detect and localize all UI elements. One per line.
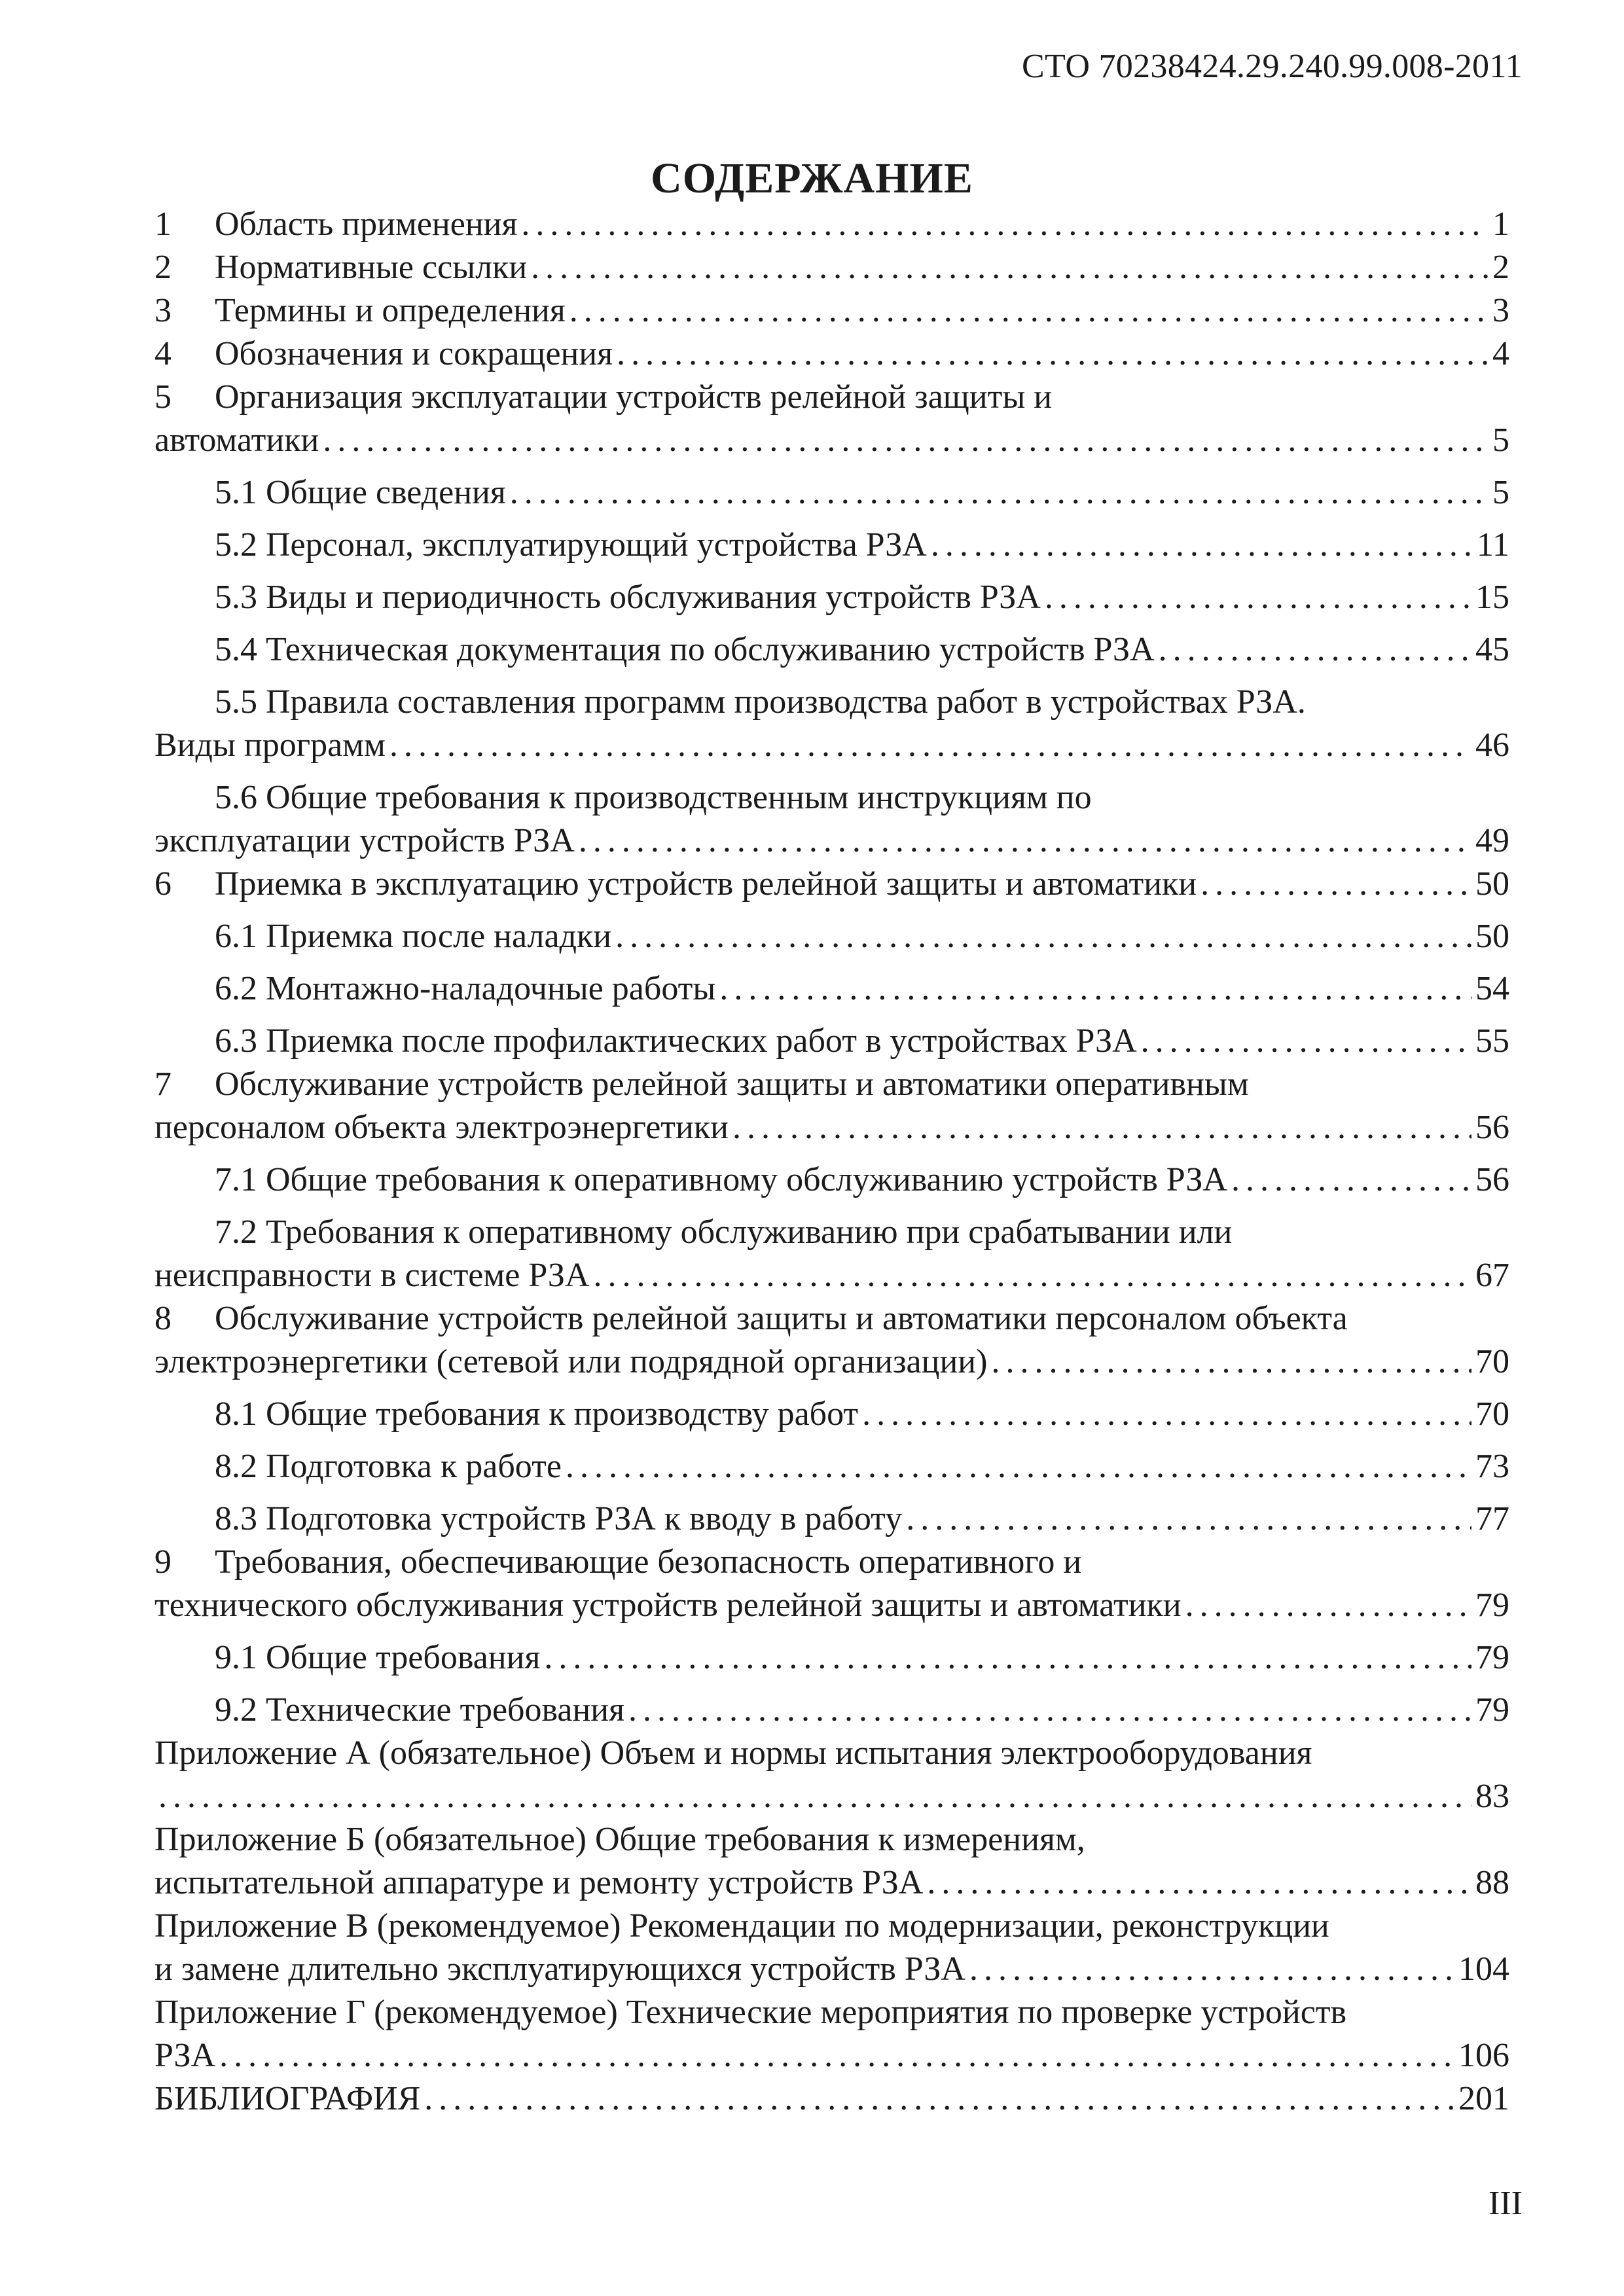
toc-entry-title-cont: персоналом объекта электроэнергетики bbox=[154, 1109, 729, 1146]
toc-entry[interactable] bbox=[154, 1158, 1509, 1202]
toc-page-number: 49 bbox=[1475, 822, 1509, 859]
toc-entry-title: 9.1 Общие требования bbox=[215, 1639, 541, 1676]
toc-page-number: 79 bbox=[1475, 1639, 1509, 1676]
toc-entry[interactable] bbox=[154, 1020, 1509, 1063]
toc-entry[interactable] bbox=[154, 967, 1509, 1011]
toc-entry-title: Обслуживание устройств релейной защиты и автоматики оперативным bbox=[215, 1066, 1249, 1103]
toc-entry[interactable] bbox=[154, 376, 1509, 462]
toc-page-number: 201 bbox=[1458, 2080, 1509, 2117]
toc-entry-title: 5.1 Общие сведения bbox=[215, 474, 506, 511]
toc-entry-title: Приложение В (рекомендуемое) Рекомендации по модернизации, реконструкции bbox=[154, 1907, 1329, 1945]
toc-page-number: 5 bbox=[1492, 474, 1509, 511]
toc-entry[interactable] bbox=[154, 1297, 1509, 1384]
toc-entry[interactable] bbox=[154, 1818, 1509, 1905]
toc-entry-title: Нормативные ссылки bbox=[215, 249, 528, 286]
toc-entry-title: БИБЛИОГРАФИЯ bbox=[154, 2080, 421, 2117]
toc-entry[interactable] bbox=[154, 1445, 1509, 1488]
dot-leader bbox=[424, 2077, 1454, 2121]
dot-leader bbox=[628, 1689, 1471, 1732]
toc-entry-title: 6.1 Приемка после наладки bbox=[215, 918, 612, 955]
toc-page-number: 79 bbox=[1475, 1587, 1509, 1624]
toc-entry[interactable] bbox=[154, 332, 1509, 376]
toc-entry[interactable] bbox=[154, 863, 1509, 906]
toc-entry-number: 9 bbox=[154, 1543, 171, 1581]
dot-leader bbox=[544, 1636, 1471, 1679]
toc-entry-title: 5.2 Персонал, эксплуатирующий устройства РЗА bbox=[215, 526, 927, 564]
toc-entry[interactable] bbox=[154, 1636, 1509, 1679]
toc-entry-title-cont: электроэнергетики (сетевой или подрядной организации) bbox=[154, 1343, 988, 1380]
toc-page-number: 56 bbox=[1475, 1161, 1509, 1198]
toc-entry[interactable] bbox=[154, 576, 1509, 619]
toc-entry-title-cont: эксплуатации устройств РЗА bbox=[154, 822, 575, 859]
dot-leader bbox=[219, 2034, 1454, 2077]
toc-entry[interactable] bbox=[154, 1498, 1509, 1541]
dot-leader bbox=[1141, 1020, 1471, 1063]
toc-entry[interactable] bbox=[154, 246, 1509, 289]
toc-entry-title: 8.1 Общие требования к производству работ bbox=[215, 1395, 859, 1433]
dot-leader bbox=[1231, 1158, 1471, 1202]
toc-entry-title: Организация эксплуатации устройств релейной защиты и bbox=[215, 378, 1053, 416]
dot-leader bbox=[931, 524, 1473, 567]
dot-leader bbox=[991, 1340, 1471, 1384]
toc-entry-number: 5 bbox=[154, 378, 171, 416]
toc-entry[interactable] bbox=[154, 1211, 1509, 1297]
toc-entry-title-cont: технического обслуживания устройств релейной защиты и автоматики bbox=[154, 1587, 1182, 1624]
toc-entry[interactable] bbox=[154, 1905, 1509, 1991]
dot-leader bbox=[594, 1254, 1471, 1297]
toc-entry-title: Приемка в эксплуатацию устройств релейной защиты и автоматики bbox=[215, 865, 1197, 903]
dot-leader bbox=[927, 1861, 1471, 1905]
toc-page-number: 11 bbox=[1476, 526, 1509, 564]
toc-entry[interactable] bbox=[154, 471, 1509, 514]
toc-entry-title: 5.6 Общие требования к производственным инструкциям по bbox=[215, 779, 1092, 816]
toc-page-number: 4 bbox=[1492, 335, 1509, 372]
toc-page-number: 56 bbox=[1475, 1109, 1509, 1146]
toc-entry-number: 8 bbox=[154, 1300, 171, 1337]
toc-page-number: 104 bbox=[1458, 1950, 1509, 1988]
toc-entry[interactable] bbox=[154, 1393, 1509, 1436]
dot-leader bbox=[579, 819, 1471, 863]
toc-page-number: 5 bbox=[1492, 422, 1509, 459]
toc-page-number: 73 bbox=[1475, 1448, 1509, 1485]
dot-leader bbox=[569, 289, 1489, 332]
toc-entry-title: 7.1 Общие требования к оперативному обслуживанию устройств РЗА bbox=[215, 1161, 1227, 1198]
toc-entry[interactable] bbox=[154, 915, 1509, 958]
dot-leader bbox=[510, 471, 1489, 514]
toc-entry-title: 8.3 Подготовка устройств РЗА к вводу в работу bbox=[215, 1500, 903, 1537]
page-number: III bbox=[1489, 2185, 1523, 2222]
dot-leader bbox=[531, 246, 1489, 289]
toc-entry-title-cont: и замене длительно эксплуатирующихся устройств РЗА bbox=[154, 1950, 965, 1988]
toc-page-number: 3 bbox=[1492, 292, 1509, 329]
toc-entry-title: Обозначения и сокращения bbox=[215, 335, 613, 372]
dot-leader bbox=[906, 1498, 1471, 1541]
toc-page-number: 88 bbox=[1475, 1864, 1509, 1901]
toc-entry[interactable] bbox=[154, 776, 1509, 863]
toc-entry-number: 1 bbox=[154, 206, 171, 243]
toc-entry-title: 5.3 Виды и периодичность обслуживания устройств РЗА bbox=[215, 579, 1041, 616]
toc-entry-title: Область применения bbox=[215, 206, 518, 243]
toc-entry[interactable] bbox=[154, 203, 1509, 246]
dot-leader bbox=[389, 724, 1471, 767]
toc-entry-title: Термины и определения bbox=[215, 292, 566, 329]
toc-entry-title: Приложение А (обязательное) Объем и нормы испытания электрооборудования bbox=[154, 1734, 1312, 1772]
toc-entry[interactable] bbox=[154, 681, 1509, 767]
toc-entry-title-cont: РЗА bbox=[154, 2037, 216, 2074]
toc-page-number: 2 bbox=[1492, 249, 1509, 286]
toc-page-number: 45 bbox=[1475, 631, 1509, 668]
toc-entry[interactable] bbox=[154, 289, 1509, 332]
toc-entry-title: 9.2 Технические требования bbox=[215, 1691, 625, 1729]
toc-page-number: 46 bbox=[1475, 726, 1509, 764]
dot-leader bbox=[1185, 1584, 1471, 1627]
toc-entry[interactable] bbox=[154, 1732, 1509, 1818]
dot-leader bbox=[969, 1948, 1454, 1991]
dot-leader bbox=[617, 332, 1489, 376]
toc-entry-title-cont: автоматики bbox=[154, 422, 319, 459]
toc-entry[interactable] bbox=[154, 628, 1509, 672]
toc-entry-title: Приложение Г (рекомендуемое) Технические мероприятия по проверке устройств bbox=[154, 1994, 1347, 2031]
toc-entry[interactable] bbox=[154, 1541, 1509, 1627]
toc-entry-number: 4 bbox=[154, 335, 171, 372]
toc-entry-title-cont: неисправности в системе РЗА bbox=[154, 1257, 590, 1294]
toc-page-number: 50 bbox=[1475, 865, 1509, 903]
toc-entry-number: 6 bbox=[154, 865, 171, 903]
toc-entry-number: 2 bbox=[154, 249, 171, 286]
dot-leader bbox=[1045, 576, 1471, 619]
toc-page-number: 54 bbox=[1475, 970, 1509, 1007]
dot-leader bbox=[323, 419, 1489, 462]
toc-entry-title: 6.2 Монтажно-наладочные работы bbox=[215, 970, 716, 1007]
toc-page-number: 106 bbox=[1458, 2037, 1509, 2074]
toc-entry[interactable] bbox=[154, 2077, 1509, 2121]
toc-entry-title: 5.5 Правила составления программ производства работ в устройствах РЗА. bbox=[215, 683, 1306, 721]
toc-entry-title: 7.2 Требования к оперативному обслуживанию при срабатывании или bbox=[215, 1213, 1233, 1251]
toc-entry-title-cont: Виды программ bbox=[154, 726, 386, 764]
page-title: СОДЕРЖАНИЕ bbox=[651, 154, 973, 202]
dot-leader bbox=[1200, 863, 1471, 906]
dot-leader bbox=[615, 915, 1471, 958]
dot-leader bbox=[1159, 628, 1471, 672]
toc-entry-number: 7 bbox=[154, 1066, 171, 1103]
toc-entry[interactable] bbox=[154, 1063, 1509, 1149]
toc-page-number: 70 bbox=[1475, 1395, 1509, 1433]
toc-page-number: 50 bbox=[1475, 918, 1509, 955]
toc-page-number: 70 bbox=[1475, 1343, 1509, 1380]
toc-entry-title: Обслуживание устройств релейной защиты и автоматики персоналом объекта bbox=[215, 1300, 1348, 1337]
toc-entry-title: Требования, обеспечивающие безопасность оперативного и bbox=[215, 1543, 1082, 1581]
toc-entry-title: 5.4 Техническая документация по обслуживанию устройств РЗА bbox=[215, 631, 1155, 668]
toc-entry[interactable] bbox=[154, 1991, 1509, 2077]
document-code: СТО 70238424.29.240.99.008-2011 bbox=[1021, 48, 1523, 85]
toc-page-number: 67 bbox=[1475, 1257, 1509, 1294]
dot-leader bbox=[566, 1445, 1471, 1488]
toc-entry-title: 6.3 Приемка после профилактических работ в устройствах РЗА bbox=[215, 1022, 1137, 1060]
toc-entry[interactable] bbox=[154, 1689, 1509, 1732]
toc-entry[interactable] bbox=[154, 524, 1509, 567]
table-of-contents bbox=[154, 203, 1509, 2121]
toc-entry-number: 3 bbox=[154, 292, 171, 329]
toc-entry-title: 8.2 Подготовка к работе bbox=[215, 1448, 562, 1485]
dot-leader bbox=[719, 967, 1471, 1011]
toc-page-number: 55 bbox=[1475, 1022, 1509, 1060]
toc-page-number: 83 bbox=[1475, 1778, 1509, 1815]
dot-leader bbox=[521, 203, 1489, 246]
dot-leader bbox=[158, 1775, 1471, 1818]
toc-entry-title-cont: испытательной аппаратуре и ремонту устройств РЗА bbox=[154, 1864, 924, 1901]
toc-page-number: 1 bbox=[1492, 206, 1509, 243]
toc-entry-title: Приложение Б (обязательное) Общие требования к измерениям, bbox=[154, 1821, 1085, 1858]
toc-page-number: 79 bbox=[1475, 1691, 1509, 1729]
toc-page-number: 15 bbox=[1475, 579, 1509, 616]
dot-leader bbox=[862, 1393, 1471, 1436]
toc-page-number: 77 bbox=[1475, 1500, 1509, 1537]
dot-leader bbox=[732, 1106, 1471, 1149]
